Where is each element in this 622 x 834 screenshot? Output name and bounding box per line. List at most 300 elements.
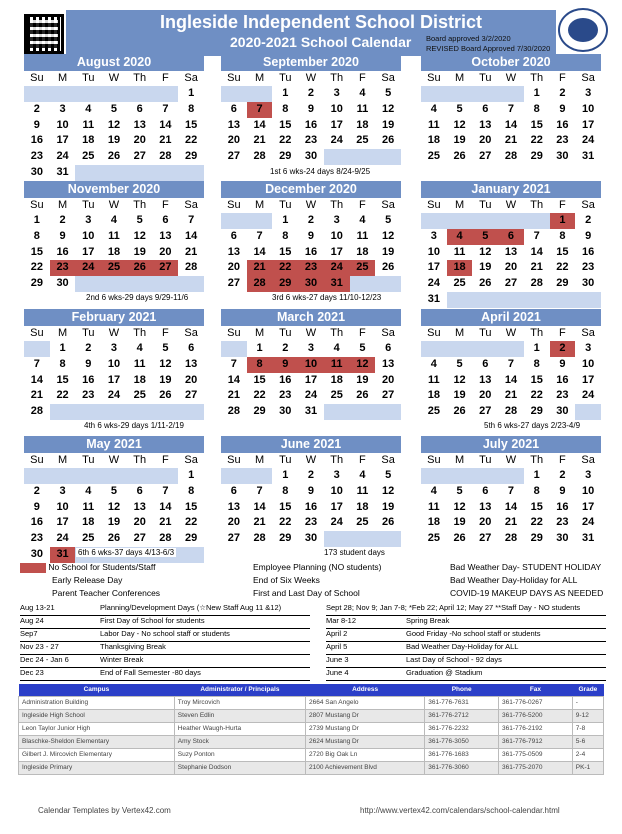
day-cell[interactable]: 5 bbox=[456, 357, 463, 370]
day-cell[interactable]: 18 bbox=[107, 245, 121, 258]
day-cell[interactable]: 23 bbox=[556, 516, 569, 529]
day-cell[interactable]: 27 bbox=[133, 532, 146, 545]
day-cell[interactable]: 17 bbox=[330, 118, 343, 131]
day-cell[interactable]: 26 bbox=[382, 134, 395, 147]
day-cell[interactable]: 7 bbox=[230, 357, 237, 370]
day-cell[interactable]: 28 bbox=[159, 150, 172, 163]
day-cell[interactable]: 31 bbox=[427, 292, 440, 305]
day-cell[interactable]: 28 bbox=[504, 405, 518, 418]
day-cell[interactable]: 17 bbox=[107, 373, 121, 386]
day-cell[interactable]: 17 bbox=[56, 516, 69, 529]
day-cell[interactable]: 28 bbox=[30, 405, 43, 418]
day-cell[interactable]: 4 bbox=[85, 102, 92, 115]
day-cell[interactable]: 2 bbox=[59, 214, 66, 226]
day-cell[interactable]: 15 bbox=[530, 373, 543, 386]
day-cell[interactable]: 20 bbox=[227, 516, 240, 529]
day-cell[interactable]: 19 bbox=[159, 373, 172, 386]
day-cell[interactable]: 12 bbox=[382, 102, 395, 115]
day-cell[interactable]: 21 bbox=[159, 134, 172, 147]
day-cell[interactable]: 3 bbox=[85, 214, 92, 226]
day-cell[interactable]: 1 bbox=[550, 213, 576, 229]
day-cell[interactable]: 12 bbox=[453, 500, 466, 513]
day-cell[interactable]: 29 bbox=[279, 150, 292, 163]
day-cell[interactable]: 2 bbox=[585, 214, 592, 226]
qr-code[interactable] bbox=[24, 14, 64, 54]
day-cell[interactable]: 12 bbox=[133, 229, 146, 242]
day-cell[interactable]: 3 bbox=[59, 484, 66, 497]
day-cell[interactable]: 4 bbox=[447, 229, 473, 245]
day-cell[interactable]: 18 bbox=[330, 373, 343, 386]
day-cell[interactable]: 9 bbox=[307, 102, 315, 115]
day-cell[interactable]: 24 bbox=[75, 260, 101, 276]
day-cell[interactable]: 14 bbox=[185, 229, 198, 242]
day-cell[interactable]: 18 bbox=[356, 118, 369, 131]
day-cell[interactable]: 14 bbox=[253, 500, 266, 513]
day-cell[interactable]: 2 bbox=[550, 341, 576, 357]
day-cell[interactable]: 22 bbox=[185, 516, 198, 529]
day-cell[interactable]: 4 bbox=[110, 214, 118, 226]
day-cell[interactable]: 13 bbox=[504, 245, 518, 258]
day-cell[interactable]: 18 bbox=[133, 373, 146, 386]
day-cell[interactable]: 23 bbox=[556, 134, 569, 147]
day-cell[interactable]: 30 bbox=[30, 165, 43, 178]
day-cell[interactable]: 5 bbox=[136, 214, 143, 226]
day-cell[interactable]: 7 bbox=[33, 357, 40, 370]
day-cell[interactable]: 11 bbox=[356, 484, 369, 497]
day-cell[interactable]: 9 bbox=[59, 229, 66, 242]
day-cell[interactable]: 25 bbox=[101, 260, 127, 276]
day-cell[interactable]: 10 bbox=[107, 357, 121, 370]
day-cell[interactable]: 11 bbox=[428, 118, 440, 131]
day-cell[interactable]: 19 bbox=[453, 516, 466, 529]
day-cell[interactable]: 13 bbox=[133, 500, 146, 513]
day-cell[interactable]: 24 bbox=[324, 260, 350, 276]
day-cell[interactable]: 16 bbox=[30, 516, 43, 529]
day-cell[interactable]: 16 bbox=[556, 373, 569, 386]
day-cell[interactable]: 27 bbox=[479, 405, 492, 418]
day-cell[interactable]: 8 bbox=[282, 229, 289, 242]
day-cell[interactable]: 12 bbox=[350, 357, 376, 373]
day-cell[interactable]: 1 bbox=[282, 214, 289, 226]
day-cell[interactable]: 6 bbox=[136, 484, 143, 497]
day-cell[interactable]: 21 bbox=[227, 389, 240, 402]
day-cell[interactable]: 19 bbox=[107, 516, 121, 529]
day-cell[interactable]: 17 bbox=[582, 500, 595, 513]
day-cell[interactable]: 4 bbox=[333, 342, 340, 354]
day-cell[interactable]: 8 bbox=[247, 357, 273, 373]
day-cell[interactable]: 15 bbox=[185, 500, 198, 513]
day-cell[interactable]: 8 bbox=[533, 102, 540, 115]
day-cell[interactable]: 30 bbox=[56, 277, 69, 290]
day-cell[interactable]: 26 bbox=[479, 277, 492, 290]
day-cell[interactable]: 9 bbox=[559, 484, 566, 497]
day-cell[interactable]: 24 bbox=[107, 389, 121, 402]
day-cell[interactable]: 14 bbox=[159, 118, 172, 131]
footer-right[interactable]: http://www.vertex42.com/calendars/school-calendar.html bbox=[360, 806, 560, 815]
day-cell[interactable]: 9 bbox=[559, 357, 566, 370]
day-cell[interactable]: 25 bbox=[330, 389, 343, 402]
day-cell[interactable]: 15 bbox=[530, 500, 543, 513]
day-cell[interactable]: 24 bbox=[330, 134, 343, 147]
day-cell[interactable]: 11 bbox=[82, 118, 95, 131]
day-cell[interactable]: 23 bbox=[304, 134, 318, 147]
day-cell[interactable]: 12 bbox=[479, 245, 492, 258]
day-cell[interactable]: 6 bbox=[230, 484, 237, 497]
day-cell[interactable]: 29 bbox=[272, 276, 298, 292]
day-cell[interactable]: 13 bbox=[133, 118, 146, 131]
day-cell[interactable]: 12 bbox=[453, 373, 466, 386]
day-cell[interactable]: 29 bbox=[530, 532, 543, 545]
day-cell[interactable]: 11 bbox=[82, 500, 95, 513]
day-cell[interactable]: 23 bbox=[82, 389, 95, 402]
day-cell[interactable]: 1 bbox=[188, 87, 195, 99]
day-cell[interactable]: 10 bbox=[298, 357, 324, 373]
day-cell[interactable]: 27 bbox=[227, 532, 240, 545]
day-cell[interactable]: 22 bbox=[253, 389, 266, 402]
day-cell[interactable]: 21 bbox=[504, 389, 518, 402]
day-cell[interactable]: 7 bbox=[507, 357, 515, 370]
day-cell[interactable]: 30 bbox=[556, 405, 569, 418]
day-cell[interactable]: 22 bbox=[56, 389, 69, 402]
day-cell[interactable]: 1 bbox=[533, 342, 540, 354]
day-cell[interactable]: 4 bbox=[430, 102, 437, 115]
day-cell[interactable]: 21 bbox=[504, 134, 518, 147]
day-cell[interactable]: 10 bbox=[330, 484, 343, 497]
day-cell[interactable]: 1 bbox=[533, 469, 540, 481]
day-cell[interactable]: 9 bbox=[559, 102, 566, 115]
day-cell[interactable]: 21 bbox=[185, 245, 198, 258]
day-cell[interactable]: 1 bbox=[533, 87, 540, 99]
day-cell[interactable]: 27 bbox=[479, 150, 492, 163]
day-cell[interactable]: 4 bbox=[359, 87, 366, 99]
day-cell[interactable]: 22 bbox=[279, 134, 292, 147]
day-cell[interactable]: 11 bbox=[108, 229, 120, 242]
day-cell[interactable]: 6 bbox=[385, 342, 392, 354]
day-cell[interactable]: 3 bbox=[333, 87, 340, 99]
day-cell[interactable]: 22 bbox=[530, 389, 543, 402]
day-cell[interactable]: 7 bbox=[507, 102, 515, 115]
day-cell[interactable]: 3 bbox=[307, 342, 315, 354]
day-cell[interactable]: 25 bbox=[427, 532, 440, 545]
day-cell[interactable]: 1 bbox=[188, 469, 195, 481]
day-cell[interactable]: 28 bbox=[253, 150, 266, 163]
day-cell[interactable]: 17 bbox=[427, 261, 440, 274]
day-cell[interactable]: 2 bbox=[307, 87, 315, 99]
day-cell[interactable]: 30 bbox=[582, 277, 595, 290]
day-cell[interactable]: 6 bbox=[188, 342, 195, 354]
day-cell[interactable]: 30 bbox=[279, 405, 292, 418]
day-cell[interactable]: 14 bbox=[530, 245, 543, 258]
day-cell[interactable]: 8 bbox=[282, 484, 289, 497]
day-cell[interactable]: 11 bbox=[356, 229, 369, 242]
day-cell[interactable]: 22 bbox=[279, 516, 292, 529]
day-cell[interactable]: 25 bbox=[453, 277, 466, 290]
day-cell[interactable]: 8 bbox=[188, 102, 195, 115]
day-cell[interactable]: 15 bbox=[185, 118, 198, 131]
day-cell[interactable]: 7 bbox=[188, 214, 195, 226]
day-cell[interactable]: 21 bbox=[159, 516, 172, 529]
day-cell[interactable]: 19 bbox=[479, 261, 492, 274]
day-cell[interactable]: 25 bbox=[133, 389, 146, 402]
day-cell[interactable]: 13 bbox=[479, 373, 492, 386]
day-cell[interactable]: 10 bbox=[82, 229, 95, 242]
day-cell[interactable]: 7 bbox=[247, 102, 273, 118]
day-cell[interactable]: 3 bbox=[59, 102, 66, 115]
day-cell[interactable]: 27 bbox=[153, 260, 179, 276]
day-cell[interactable]: 28 bbox=[530, 277, 543, 290]
day-cell[interactable]: 7 bbox=[256, 484, 263, 497]
day-cell[interactable]: 4 bbox=[430, 357, 437, 370]
day-cell[interactable]: 26 bbox=[453, 532, 466, 545]
day-cell[interactable]: 4 bbox=[359, 469, 366, 481]
day-cell[interactable]: 14 bbox=[253, 245, 266, 258]
day-cell[interactable]: 17 bbox=[582, 118, 595, 131]
day-cell[interactable]: 27 bbox=[227, 277, 240, 290]
day-cell[interactable]: 24 bbox=[582, 134, 595, 147]
day-cell[interactable]: 13 bbox=[227, 500, 240, 513]
day-cell[interactable]: 5 bbox=[385, 469, 392, 481]
day-cell[interactable]: 22 bbox=[556, 261, 569, 274]
day-cell[interactable]: 5 bbox=[385, 214, 392, 226]
day-cell[interactable]: 28 bbox=[247, 276, 273, 292]
day-cell[interactable]: 16 bbox=[556, 500, 569, 513]
day-cell[interactable]: 18 bbox=[82, 516, 95, 529]
day-cell[interactable]: 31 bbox=[56, 165, 69, 178]
day-cell[interactable]: 17 bbox=[304, 373, 318, 386]
day-cell[interactable]: 10 bbox=[582, 484, 595, 497]
day-cell[interactable]: 4 bbox=[430, 484, 437, 497]
day-cell[interactable]: 6 bbox=[162, 214, 169, 226]
day-cell[interactable]: 18 bbox=[427, 134, 440, 147]
day-cell[interactable]: 14 bbox=[227, 373, 240, 386]
day-cell[interactable]: 19 bbox=[382, 245, 395, 258]
day-cell[interactable]: 10 bbox=[427, 245, 440, 258]
day-cell[interactable]: 21 bbox=[30, 389, 43, 402]
day-cell[interactable]: 31 bbox=[304, 405, 318, 418]
day-cell[interactable]: 26 bbox=[159, 389, 172, 402]
day-cell[interactable]: 12 bbox=[382, 484, 395, 497]
day-cell[interactable]: 15 bbox=[279, 500, 292, 513]
day-cell[interactable]: 29 bbox=[556, 277, 569, 290]
day-cell[interactable]: 1 bbox=[33, 214, 40, 226]
day-cell[interactable]: 16 bbox=[304, 245, 318, 258]
day-cell[interactable]: 1 bbox=[282, 87, 289, 99]
day-cell[interactable]: 26 bbox=[382, 261, 395, 274]
day-cell[interactable]: 2 bbox=[307, 214, 315, 226]
footer-left[interactable]: Calendar Templates by Vertex42.com bbox=[38, 806, 171, 815]
day-cell[interactable]: 21 bbox=[504, 516, 518, 529]
day-cell[interactable]: 3 bbox=[585, 87, 592, 99]
day-cell[interactable]: 27 bbox=[479, 532, 492, 545]
day-cell[interactable]: 19 bbox=[453, 134, 466, 147]
day-cell[interactable]: 9 bbox=[33, 500, 40, 513]
day-cell[interactable]: 18 bbox=[427, 389, 440, 402]
day-cell[interactable]: 25 bbox=[350, 260, 376, 276]
day-cell[interactable]: 26 bbox=[382, 516, 395, 529]
day-cell[interactable]: 30 bbox=[556, 532, 569, 545]
day-cell[interactable]: 19 bbox=[133, 245, 146, 258]
day-cell[interactable]: 8 bbox=[188, 484, 195, 497]
day-cell[interactable]: 20 bbox=[159, 245, 172, 258]
day-cell[interactable]: 5 bbox=[110, 484, 118, 497]
day-cell[interactable]: 16 bbox=[556, 118, 569, 131]
day-cell[interactable]: 2 bbox=[559, 469, 566, 481]
day-cell[interactable]: 9 bbox=[33, 118, 40, 131]
day-cell[interactable]: 18 bbox=[447, 260, 473, 276]
day-cell[interactable]: 6 bbox=[230, 229, 237, 242]
day-cell[interactable]: 8 bbox=[33, 229, 40, 242]
day-cell[interactable]: 10 bbox=[330, 102, 343, 115]
day-cell[interactable]: 20 bbox=[479, 516, 492, 529]
day-cell[interactable]: 20 bbox=[479, 389, 492, 402]
day-cell[interactable]: 11 bbox=[133, 357, 146, 370]
day-cell[interactable]: 30 bbox=[298, 276, 324, 292]
day-cell[interactable]: 24 bbox=[304, 389, 318, 402]
day-cell[interactable]: 21 bbox=[530, 261, 543, 274]
day-cell[interactable]: 17 bbox=[330, 245, 343, 258]
day-cell[interactable]: 16 bbox=[279, 373, 292, 386]
day-cell[interactable]: 20 bbox=[479, 134, 492, 147]
day-cell[interactable]: 17 bbox=[82, 245, 95, 258]
day-cell[interactable]: 9 bbox=[85, 357, 92, 370]
day-cell[interactable]: 24 bbox=[330, 516, 343, 529]
day-cell[interactable]: 19 bbox=[382, 118, 395, 131]
day-cell[interactable]: 15 bbox=[30, 245, 43, 258]
day-cell[interactable]: 29 bbox=[530, 150, 543, 163]
day-cell[interactable]: 7 bbox=[162, 102, 169, 115]
day-cell[interactable]: 13 bbox=[479, 500, 492, 513]
day-cell[interactable]: 23 bbox=[30, 150, 43, 163]
day-cell[interactable]: 18 bbox=[82, 134, 95, 147]
day-cell[interactable]: 20 bbox=[504, 261, 518, 274]
day-cell[interactable]: 17 bbox=[330, 500, 343, 513]
day-cell[interactable]: 13 bbox=[382, 357, 395, 370]
day-cell[interactable]: 22 bbox=[530, 516, 543, 529]
day-cell[interactable]: 13 bbox=[227, 118, 240, 131]
day-cell[interactable]: 4 bbox=[85, 484, 92, 497]
day-cell[interactable]: 2 bbox=[307, 469, 315, 481]
day-cell[interactable]: 11 bbox=[428, 500, 440, 513]
day-cell[interactable]: 6 bbox=[498, 229, 524, 245]
day-cell[interactable]: 3 bbox=[430, 229, 437, 242]
day-cell[interactable]: 19 bbox=[107, 134, 121, 147]
day-cell[interactable]: 16 bbox=[304, 118, 318, 131]
day-cell[interactable]: 29 bbox=[185, 150, 198, 163]
day-cell[interactable]: 22 bbox=[530, 134, 543, 147]
day-cell[interactable]: 15 bbox=[56, 373, 69, 386]
day-cell[interactable]: 6 bbox=[482, 357, 489, 370]
day-cell[interactable]: 29 bbox=[30, 277, 43, 290]
day-cell[interactable]: 25 bbox=[82, 532, 95, 545]
day-cell[interactable]: 8 bbox=[533, 357, 540, 370]
day-cell[interactable]: 12 bbox=[453, 118, 466, 131]
day-cell[interactable]: 12 bbox=[107, 118, 121, 131]
day-cell[interactable]: 12 bbox=[107, 500, 121, 513]
day-cell[interactable]: 3 bbox=[333, 214, 340, 226]
day-cell[interactable]: 6 bbox=[136, 102, 143, 115]
day-cell[interactable]: 20 bbox=[227, 134, 240, 147]
day-cell[interactable]: 14 bbox=[159, 500, 172, 513]
day-cell[interactable]: 7 bbox=[507, 484, 515, 497]
day-cell[interactable]: 5 bbox=[385, 87, 392, 99]
day-cell[interactable]: 6 bbox=[230, 102, 237, 115]
day-cell[interactable]: 14 bbox=[504, 373, 518, 386]
day-cell[interactable]: 5 bbox=[456, 484, 463, 497]
day-cell[interactable]: 14 bbox=[30, 373, 43, 386]
day-cell[interactable]: 8 bbox=[282, 102, 289, 115]
day-cell[interactable]: 6 bbox=[482, 102, 489, 115]
day-cell[interactable]: 23 bbox=[304, 516, 318, 529]
day-cell[interactable]: 1 bbox=[282, 469, 289, 481]
day-cell[interactable]: 23 bbox=[556, 389, 569, 402]
day-cell[interactable]: 28 bbox=[159, 532, 172, 545]
day-cell[interactable]: 20 bbox=[133, 516, 146, 529]
day-cell[interactable]: 16 bbox=[582, 245, 595, 258]
day-cell[interactable]: 27 bbox=[133, 150, 146, 163]
day-cell[interactable]: 28 bbox=[504, 532, 518, 545]
day-cell[interactable]: 23 bbox=[298, 260, 324, 276]
day-cell[interactable]: 30 bbox=[304, 150, 318, 163]
day-cell[interactable]: 18 bbox=[427, 516, 440, 529]
day-cell[interactable]: 4 bbox=[136, 342, 143, 354]
day-cell[interactable]: 2 bbox=[33, 484, 40, 497]
day-cell[interactable]: 5 bbox=[472, 229, 498, 245]
day-cell[interactable]: 16 bbox=[82, 373, 95, 386]
day-cell[interactable]: 1 bbox=[256, 342, 263, 354]
day-cell[interactable]: 23 bbox=[30, 532, 43, 545]
day-cell[interactable]: 8 bbox=[533, 484, 540, 497]
day-cell[interactable]: 25 bbox=[356, 516, 369, 529]
day-cell[interactable]: 30 bbox=[30, 547, 43, 560]
day-cell[interactable]: 31 bbox=[324, 276, 350, 292]
day-cell[interactable]: 25 bbox=[427, 150, 440, 163]
day-cell[interactable]: 8 bbox=[59, 357, 66, 370]
day-cell[interactable]: 20 bbox=[185, 373, 198, 386]
day-cell[interactable]: 25 bbox=[427, 405, 440, 418]
day-cell[interactable]: 19 bbox=[453, 389, 466, 402]
day-cell[interactable]: 7 bbox=[162, 484, 169, 497]
day-cell[interactable]: 29 bbox=[279, 532, 292, 545]
day-cell[interactable]: 10 bbox=[582, 357, 595, 370]
day-cell[interactable]: 4 bbox=[359, 214, 366, 226]
day-cell[interactable]: 11 bbox=[356, 102, 369, 115]
day-cell[interactable]: 16 bbox=[304, 500, 318, 513]
day-cell[interactable]: 29 bbox=[253, 405, 266, 418]
day-cell[interactable]: 11 bbox=[324, 357, 350, 373]
day-cell[interactable]: 3 bbox=[585, 342, 592, 354]
day-cell[interactable]: 24 bbox=[427, 277, 440, 290]
day-cell[interactable]: 10 bbox=[56, 118, 69, 131]
day-cell[interactable]: 18 bbox=[356, 245, 369, 258]
day-cell[interactable]: 23 bbox=[279, 389, 292, 402]
day-cell[interactable]: 15 bbox=[253, 373, 266, 386]
day-cell[interactable]: 23 bbox=[50, 260, 76, 276]
day-cell[interactable]: 26 bbox=[453, 405, 466, 418]
day-cell[interactable]: 23 bbox=[582, 261, 595, 274]
day-cell[interactable]: 24 bbox=[582, 516, 595, 529]
day-cell[interactable]: 16 bbox=[56, 245, 69, 258]
day-cell[interactable]: 14 bbox=[504, 118, 518, 131]
day-cell[interactable]: 19 bbox=[356, 373, 369, 386]
day-cell[interactable]: 2 bbox=[85, 342, 92, 354]
day-cell[interactable]: 2 bbox=[282, 342, 289, 354]
day-cell[interactable]: 21 bbox=[247, 260, 273, 276]
day-cell[interactable]: 15 bbox=[556, 245, 569, 258]
day-cell[interactable]: 9 bbox=[307, 229, 315, 242]
day-cell[interactable]: 24 bbox=[56, 532, 69, 545]
day-cell[interactable]: 21 bbox=[253, 134, 266, 147]
day-cell[interactable]: 5 bbox=[110, 102, 118, 115]
